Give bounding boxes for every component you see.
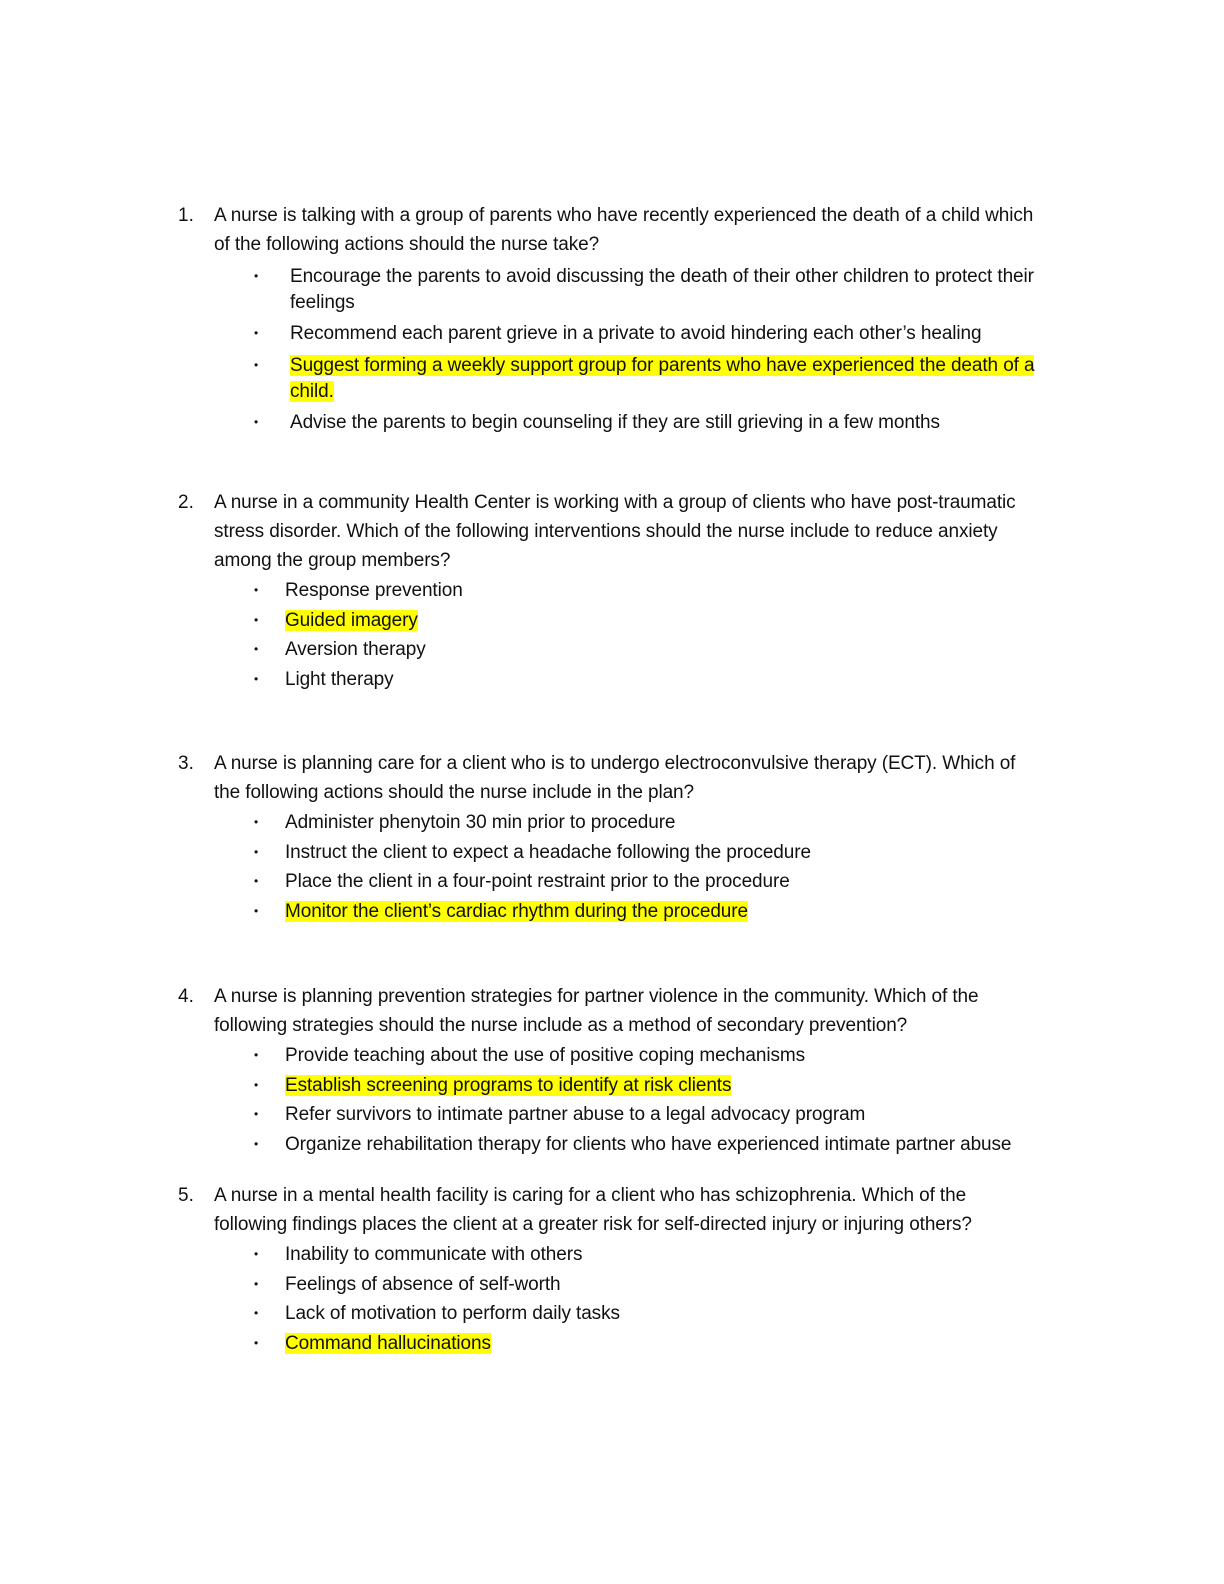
highlighted-answer: Command hallucinations bbox=[285, 1332, 491, 1354]
bullet-icon: • bbox=[254, 358, 259, 372]
bullet-icon: • bbox=[254, 903, 259, 918]
question-5-header bbox=[178, 1181, 1078, 1239]
bullet-icon: • bbox=[254, 583, 259, 597]
bullet-icon: • bbox=[254, 1136, 259, 1151]
question-5 bbox=[178, 1181, 1078, 1358]
question-3 bbox=[178, 749, 1078, 926]
answer-options bbox=[178, 1240, 1078, 1358]
question-1-header bbox=[178, 201, 1078, 259]
answer-option bbox=[178, 867, 1078, 897]
question-text: A nurse is talking with a group of parents who have recently experienced the death of a child which of the following actions should the nurse take? bbox=[214, 205, 1034, 255]
question-4-header bbox=[178, 982, 1078, 1040]
bullet-icon: • bbox=[254, 1306, 259, 1320]
answer-option bbox=[178, 408, 1078, 437]
answer-options bbox=[178, 1041, 1078, 1159]
bullet-icon: • bbox=[254, 1335, 259, 1350]
answer-option bbox=[178, 665, 1078, 695]
answer-option bbox=[178, 1270, 1078, 1300]
answer-option bbox=[178, 319, 1078, 348]
question-text: A nurse in a community Health Center is working with a group of clients who have post-traumatic stress disorder. Which of the following interventions should the nurse include to reduce anxiety among the group members? bbox=[214, 492, 1016, 571]
answer-option-highlighted bbox=[178, 351, 1078, 405]
question-4 bbox=[178, 982, 1078, 1159]
answer-text: Advise the parents to begin counseling if they are still grieving in a few months bbox=[290, 412, 940, 433]
bullet-icon: • bbox=[254, 415, 259, 429]
bullet-icon: • bbox=[254, 671, 259, 686]
answer-option-highlighted bbox=[178, 1071, 1078, 1101]
answer-option bbox=[178, 635, 1078, 665]
answer-text: Place the client in a four-point restraint prior to the procedure bbox=[285, 871, 790, 892]
bullet-icon: • bbox=[254, 612, 259, 627]
answer-text: Inability to communicate with others bbox=[285, 1244, 583, 1265]
highlighted-answer: Suggest forming a weekly support group for parents who have experienced the death of a child. bbox=[290, 355, 1035, 402]
highlighted-answer: Establish screening programs to identify at risk clients bbox=[285, 1074, 732, 1096]
bullet-icon: • bbox=[254, 326, 259, 340]
answer-text: Provide teaching about the use of positive coping mechanisms bbox=[285, 1045, 805, 1066]
question-text: A nurse is planning prevention strategies for partner violence in the community. Which of the following strategies should the nurse include as a method of secondary prevention? bbox=[214, 986, 979, 1036]
answer-text bbox=[285, 1071, 731, 1099]
answer-text: Refer survivors to intimate partner abuse to a legal advocacy program bbox=[285, 1104, 866, 1125]
answer-text: Recommend each parent grieve in a private to avoid hindering each other’s healing bbox=[290, 323, 982, 344]
question-text: A nurse is planning care for a client who is to undergo electroconvulsive therapy (ECT). Which of the following actions should the nurse include in the plan? bbox=[214, 753, 1016, 803]
answer-text: Light therapy bbox=[285, 668, 394, 690]
bullet-icon: • bbox=[254, 1048, 259, 1062]
answer-option bbox=[178, 1299, 1078, 1329]
answer-text bbox=[285, 606, 418, 634]
answer-text bbox=[285, 1329, 491, 1357]
question-number: 4. bbox=[178, 986, 194, 1007]
question-text: A nurse in a mental health facility is caring for a client who has schizophrenia. Which of the following findings places the client at a greater risk for self-directed injury or injuring others? bbox=[214, 1185, 972, 1235]
highlighted-answer: Guided imagery bbox=[285, 609, 418, 631]
answer-option bbox=[178, 1240, 1078, 1270]
answer-option-highlighted bbox=[178, 897, 1078, 927]
answer-option-highlighted bbox=[178, 1329, 1078, 1359]
question-number: 5. bbox=[178, 1185, 194, 1206]
question-1 bbox=[178, 201, 1078, 440]
answer-options bbox=[178, 576, 1078, 694]
answer-option bbox=[178, 1041, 1078, 1071]
answer-option bbox=[178, 1100, 1078, 1130]
bullet-icon: • bbox=[254, 269, 259, 283]
question-2 bbox=[178, 488, 1078, 694]
bullet-icon: • bbox=[254, 1276, 259, 1291]
answer-text: Administer phenytoin 30 min prior to procedure bbox=[285, 812, 676, 833]
answer-option bbox=[178, 576, 1078, 606]
answer-text: Feelings of absence of self-worth bbox=[285, 1273, 561, 1295]
answer-text: Organize rehabilitation therapy for clients who have experienced intimate partner abuse bbox=[285, 1133, 1012, 1155]
question-number: 3. bbox=[178, 753, 194, 774]
answer-option bbox=[178, 808, 1078, 838]
bullet-icon: • bbox=[254, 815, 259, 829]
answer-text: Instruct the client to expect a headache following the procedure bbox=[285, 841, 811, 863]
answer-option bbox=[178, 262, 1078, 316]
answer-text: Encourage the parents to avoid discussing the death of their other children to protect their feelings bbox=[290, 266, 1034, 313]
bullet-icon: • bbox=[254, 1107, 259, 1121]
bullet-icon: • bbox=[254, 874, 259, 888]
answer-option bbox=[178, 838, 1078, 868]
question-3-header bbox=[178, 749, 1078, 807]
bullet-icon: • bbox=[254, 1247, 259, 1261]
answer-option bbox=[178, 1130, 1078, 1160]
question-2-header bbox=[178, 488, 1078, 575]
question-number: 2. bbox=[178, 492, 194, 513]
answer-text: Lack of motivation to perform daily tasks bbox=[285, 1303, 620, 1324]
bullet-icon: • bbox=[254, 844, 259, 859]
answer-options bbox=[178, 808, 1078, 926]
answer-text bbox=[290, 351, 1066, 405]
bullet-icon: • bbox=[254, 1077, 259, 1092]
answer-text: Aversion therapy bbox=[285, 639, 426, 660]
answer-option-highlighted bbox=[178, 606, 1078, 636]
highlighted-answer: Monitor the client’s cardiac rhythm during the procedure bbox=[285, 900, 748, 922]
answer-text bbox=[285, 897, 748, 925]
answer-text: Response prevention bbox=[285, 580, 463, 601]
bullet-icon: • bbox=[254, 642, 259, 656]
answer-options bbox=[178, 262, 1078, 437]
question-number: 1. bbox=[178, 205, 194, 226]
